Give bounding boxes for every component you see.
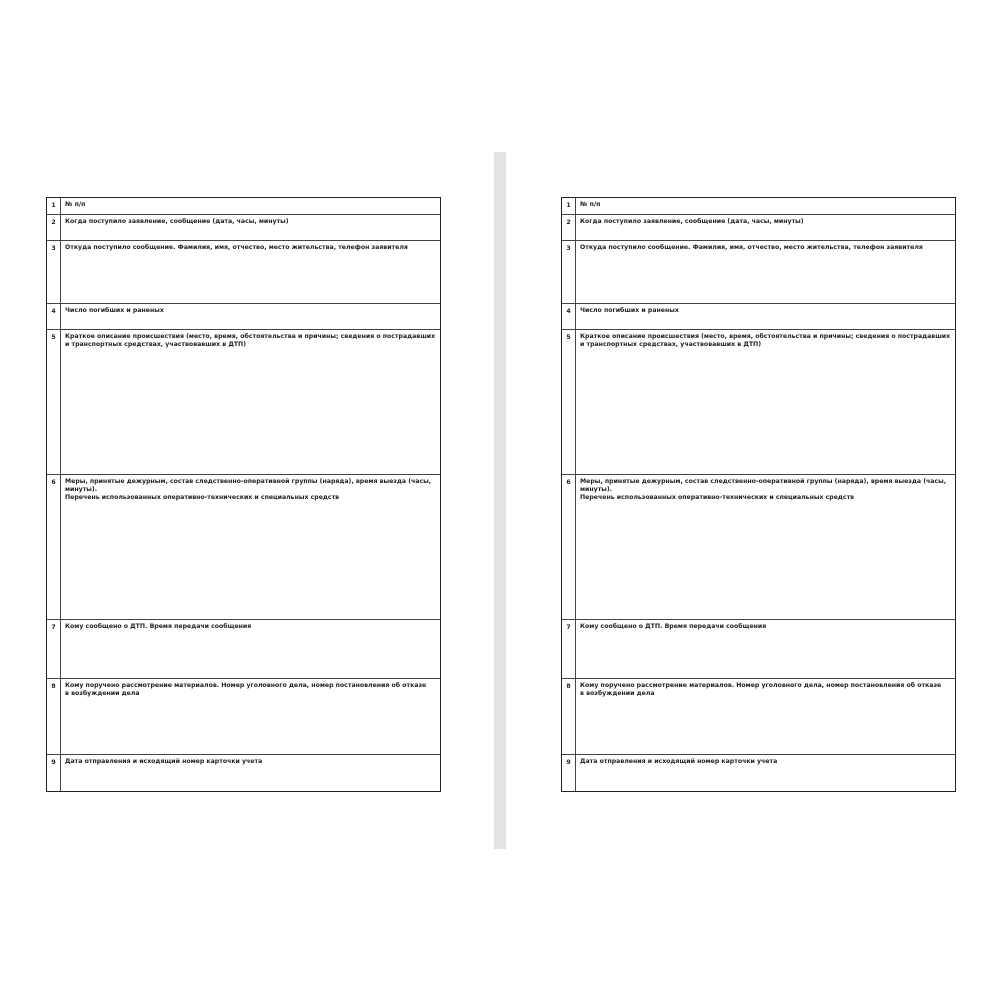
row-number: 3 <box>47 241 61 303</box>
form-row <box>47 619 440 678</box>
row-label: Краткое описание происшествия (место, время, обстоятельства и причины; сведения о пострадавших и транспортных средствах, участвовавших в ДТП) <box>580 333 951 348</box>
row-number: 8 <box>562 679 576 754</box>
form-row <box>47 214 440 240</box>
form-row <box>562 329 955 474</box>
row-number: 4 <box>562 304 576 329</box>
row-number: 5 <box>47 330 61 474</box>
form-row <box>562 619 955 678</box>
row-label: Откуда поступило сообщение. Фамилия, имя, отчество, место жительства, телефон заявителя <box>580 244 923 251</box>
right-page-form-table <box>561 197 956 792</box>
row-number: 3 <box>562 241 576 303</box>
row-number: 8 <box>47 679 61 754</box>
row-number: 9 <box>47 755 61 791</box>
row-number: 7 <box>562 620 576 678</box>
row-number: 7 <box>47 620 61 678</box>
row-number: 9 <box>562 755 576 791</box>
row-number: 4 <box>47 304 61 329</box>
row-number: 5 <box>562 330 576 474</box>
row-label: Кому поручено рассмотрение материалов. Номер уголовного дела, номер постановления об отказе в возбуждении дела <box>65 682 427 697</box>
form-row <box>562 240 955 303</box>
row-number: 2 <box>47 215 61 240</box>
form-row <box>47 303 440 329</box>
row-label: Откуда поступило сообщение. Фамилия, имя, отчество, место жительства, телефон заявителя <box>65 244 408 251</box>
row-label: Кому сообщено о ДТП. Время передачи сообщения <box>580 623 767 630</box>
form-row <box>47 474 440 619</box>
row-number: 6 <box>562 475 576 619</box>
form-row <box>562 678 955 754</box>
row-label: Когда поступило заявление, сообщение (дата, часы, минуты) <box>65 218 289 225</box>
form-row <box>562 474 955 619</box>
form-row <box>562 198 955 214</box>
form-row <box>47 329 440 474</box>
row-label: Кому поручено рассмотрение материалов. Номер уголовного дела, номер постановления об отказе в возбуждении дела <box>580 682 942 697</box>
form-row <box>47 198 440 214</box>
form-row <box>562 754 955 791</box>
row-label: Дата отправления и исходящий номер карточки учета <box>65 758 263 765</box>
form-row <box>47 754 440 791</box>
row-number: 6 <box>47 475 61 619</box>
row-number: 2 <box>562 215 576 240</box>
row-number: 1 <box>47 198 61 214</box>
left-page-form-table <box>46 197 441 792</box>
form-row <box>47 678 440 754</box>
form-row <box>562 303 955 329</box>
row-label: Число погибших и раненых <box>580 307 679 314</box>
book-spine <box>494 152 506 849</box>
form-row <box>562 214 955 240</box>
row-label: № п/п <box>65 201 86 208</box>
row-label: Кому сообщено о ДТП. Время передачи сообщения <box>65 623 252 630</box>
row-label: Когда поступило заявление, сообщение (дата, часы, минуты) <box>580 218 804 225</box>
row-number: 1 <box>562 198 576 214</box>
form-row <box>47 240 440 303</box>
row-label: Меры, принятые дежурным, состав следственно-оперативной группы (наряда), время выезда (часы, минуты). Перечень использованных оперативно-технических и специальных средств <box>65 478 432 501</box>
row-label: Дата отправления и исходящий номер карточки учета <box>580 758 778 765</box>
row-label: Краткое описание происшествия (место, время, обстоятельства и причины; сведения о пострадавших и транспортных средствах, участвовавших в ДТП) <box>65 333 436 348</box>
row-label: Меры, принятые дежурным, состав следственно-оперативной группы (наряда), время выезда (часы, минуты). Перечень использованных оперативно-технических и специальных средств <box>580 478 947 501</box>
row-label: Число погибших и раненых <box>65 307 164 314</box>
row-label: № п/п <box>580 201 601 208</box>
